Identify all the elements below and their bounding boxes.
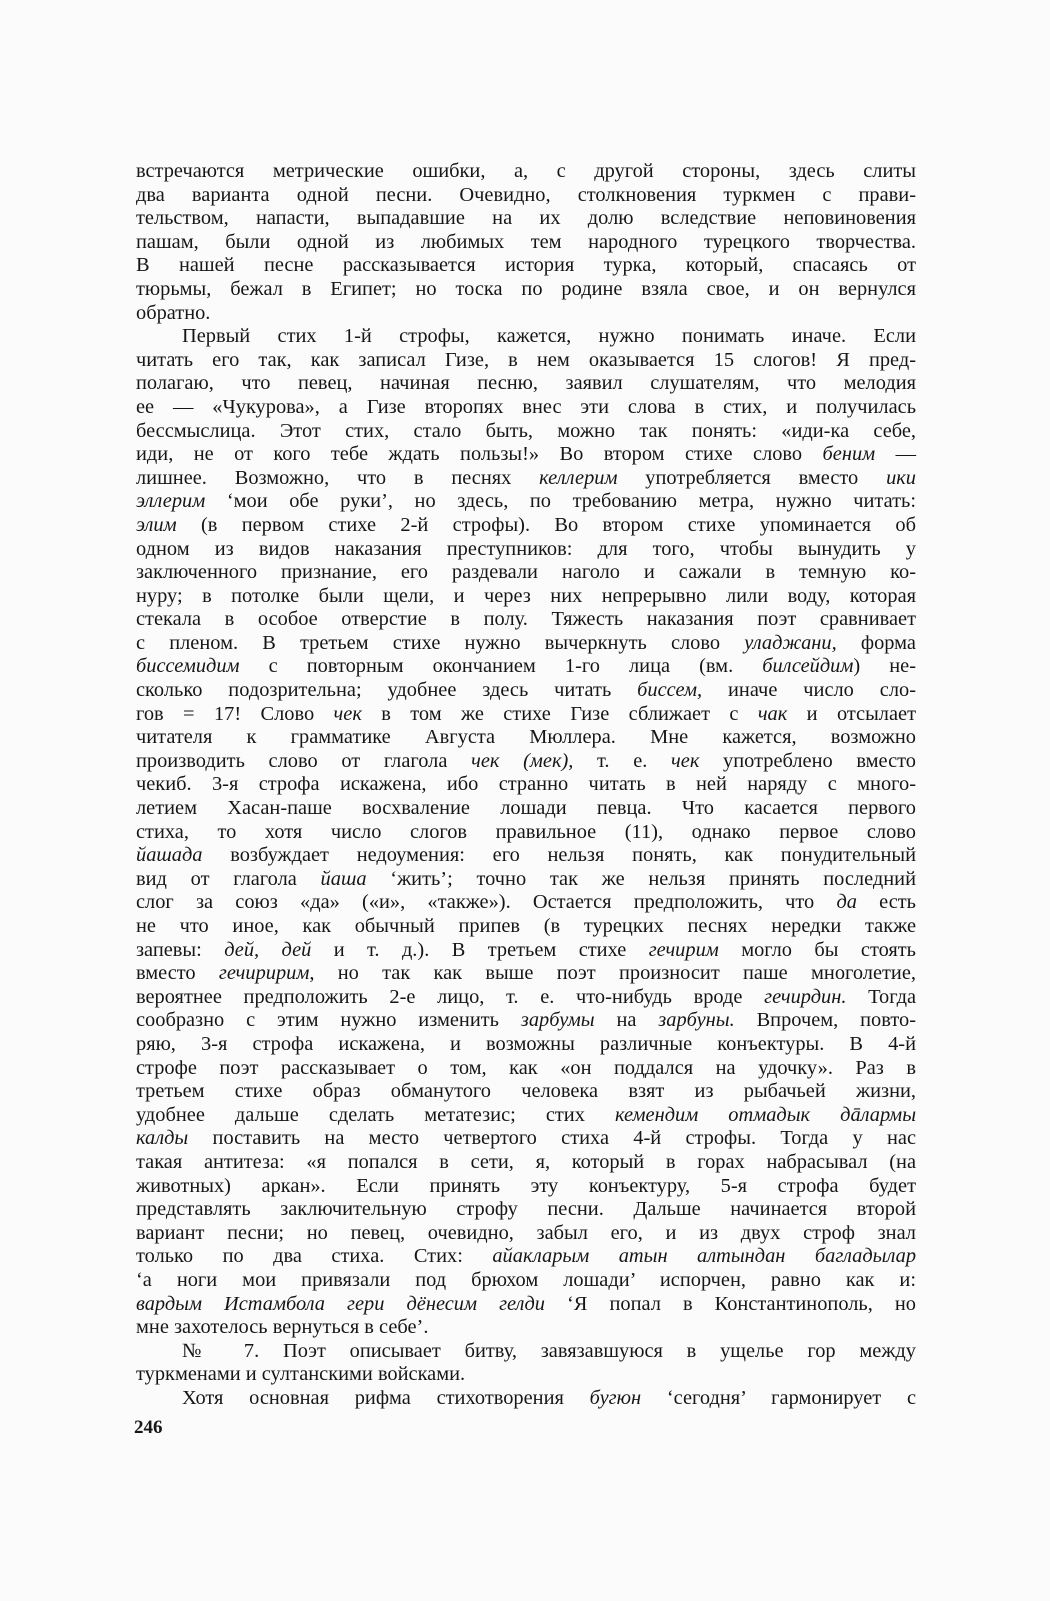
text-line: третьем стихе образ обманутого человека взят из рыбачьей жизни, — [136, 1080, 916, 1103]
text-line: ее — «Чукурова», а Гизе второпях внес эти слова в стих, и получилась — [136, 395, 916, 418]
text-line: представлять заключительную строфу песни. Дальше начинается второй — [136, 1198, 916, 1221]
text-line: ‘а ноги мои привязали под брюхом лошади’ испорчен, равно как и: — [136, 1268, 916, 1291]
text-line: читать его так, как записал Гизе, в нем оказывается 15 слогов! Я пред- — [136, 348, 916, 371]
text-line: обратно. — [136, 301, 211, 324]
text-line: Хотя основная рифма стихотворения бугюн ‘сегодня’ гармонирует с — [182, 1386, 916, 1409]
text-line: чекиб. 3-я строфа искажена, ибо странно читать в ней наряду с много- — [136, 773, 916, 796]
text-line: тельством, напасти, выпадавшие на их долю вследствие неповиновения — [136, 207, 916, 230]
text-line: читателя к грамматике Августа Мюллера. Мне кажется, возможно — [136, 726, 916, 749]
text-line: вероятнее предположить 2-е лицо, т. е. что-нибудь вроде гечирдин. Тогда — [136, 985, 916, 1008]
text-line: элим (в первом стихе 2-й строфы). Во втором стихе упоминается об — [136, 513, 916, 536]
text-line: не что иное, как обычный припев (в турецких песнях нередки также — [136, 915, 916, 937]
text-line: лишнее. Возможно, что в песнях келлерим употребляется вместо ики — [136, 466, 916, 489]
text-line: эллерим ‘мои обе руки’, но здесь, по требованию метра, нужно читать: — [136, 490, 916, 513]
text-line: животных) аркан». Если принять эту конъектуру, 5-я строфа будет — [136, 1174, 916, 1197]
paragraph — [136, 1340, 916, 1387]
text-line: запевы: дей, дей и т. д.). В третьем стихе гечирим могло бы стоять — [136, 938, 916, 961]
text-line: одном из видов наказания преступников: для того, чтобы вынудить у — [136, 537, 916, 560]
paragraph — [136, 325, 916, 1340]
paragraph — [136, 160, 916, 325]
page-text — [136, 160, 916, 1410]
text-line: вид от глагола йаша ‘жить’; точно так же нельзя принять последний — [136, 867, 916, 890]
text-line: только по два стиха. Стих: айакларым атын алтындан багладылар — [136, 1245, 917, 1268]
text-line: строфе поэт рассказывает о том, как «он поддался на удочку». Раз в — [136, 1056, 916, 1079]
text-line: йашада возбуждает недоумения: его нельзя понять, как понудительный — [136, 844, 916, 867]
text-line: вариант песни; но певец, очевидно, забыл его, и из двух строф знал — [136, 1221, 916, 1244]
text-line: сообразно с этим нужно изменить зарбумы на зарбуны. Впрочем, повто- — [136, 1009, 916, 1032]
text-line: такая антитеза: «я попался в сети, я, который в горах набрасывал (на — [136, 1150, 916, 1173]
text-line: слог за союз «да» («и», «также»). Остается предположить, что да есть — [136, 891, 916, 914]
text-line: встречаются метрические ошибки, а, с другой стороны, здесь слиты — [136, 160, 916, 182]
text-line: калды поставить на место четвертого стиха 4-й строфы. Тогда у нас — [136, 1127, 916, 1150]
text-line: иди, не от кого тебе ждать пользы!» Во втором стихе слово беним — — [136, 443, 916, 466]
text-line: биссемидим с повторным окончанием 1-го лица (вм. билсейдим) не- — [136, 655, 916, 678]
text-line: мне захотелось вернуться в себе’. — [136, 1316, 429, 1339]
text-line: заключенного признание, его раздевали наголо и сажали в темную ко- — [136, 561, 916, 584]
text-line: вместо гечиририм, но так как выше поэт произносит паше многолетие, — [136, 962, 916, 985]
text-line: сколько подозрительна; удобнее здесь читать биссем, иначе число сло- — [136, 679, 916, 702]
text-line: вардым Истамбола гери дёнесим гелди ‘Я попал в Константинополь, но — [136, 1292, 916, 1315]
text-line: бессмыслица. Этот стих, стало быть, можно так понять: «иди-ка себе, — [136, 419, 916, 442]
text-line: производить слово от глагола чек (мек), т. е. чек употреблено вместо — [136, 749, 917, 772]
text-line: полагаю, что певец, начиная песню, заявил слушателям, что мелодия — [136, 372, 916, 395]
text-line: В нашей песне рассказывается история турка, который, спасаясь от — [136, 254, 916, 277]
text-line: стекала в особое отверстие в полу. Тяжесть наказания поэт сравнивает — [136, 608, 916, 631]
paragraph — [136, 1387, 916, 1411]
text-line: гов = 17! Слово чек в том же стихе Гизе сближает с чак и отсылает — [136, 702, 916, 725]
text-line: № 7. Поэт описывает битву, завязавшуюся в ущелье гор между — [182, 1339, 916, 1362]
text-line: Первый стих 1-й строфы, кажется, нужно понимать иначе. Если — [182, 325, 916, 348]
text-line: удобнее дальше сделать метатезис; стих кемендим отмадык дāлармы — [136, 1103, 916, 1126]
text-line: тюрьмы, бежал в Египет; но тоска по родине взяла свое, и он вернулся — [136, 277, 916, 300]
text-line: пашам, были одной из любимых тем народного турецкого творчества. — [136, 230, 916, 253]
page-number: 246 — [134, 1417, 163, 1438]
text-line: с пленом. В третьем стихе нужно вычеркнуть слово уладжани, форма — [136, 631, 916, 654]
text-line: два варианта одной песни. Очевидно, столкновения туркмен с прави- — [136, 183, 916, 206]
text-line: туркменами и султанскими войсками. — [136, 1363, 466, 1386]
text-line: летием Хасан-паше восхваление лошади певца. Что касается первого — [136, 797, 916, 820]
text-line: стиха, то хотя число слогов правильное (11), однако первое слово — [136, 820, 916, 843]
text-line: нуру; в потолке были щели, и через них непрерывно лили воду, которая — [136, 584, 916, 607]
text-line: ряю, 3-я строфа искажена, и возможны различные конъектуры. В 4-й — [136, 1032, 916, 1055]
